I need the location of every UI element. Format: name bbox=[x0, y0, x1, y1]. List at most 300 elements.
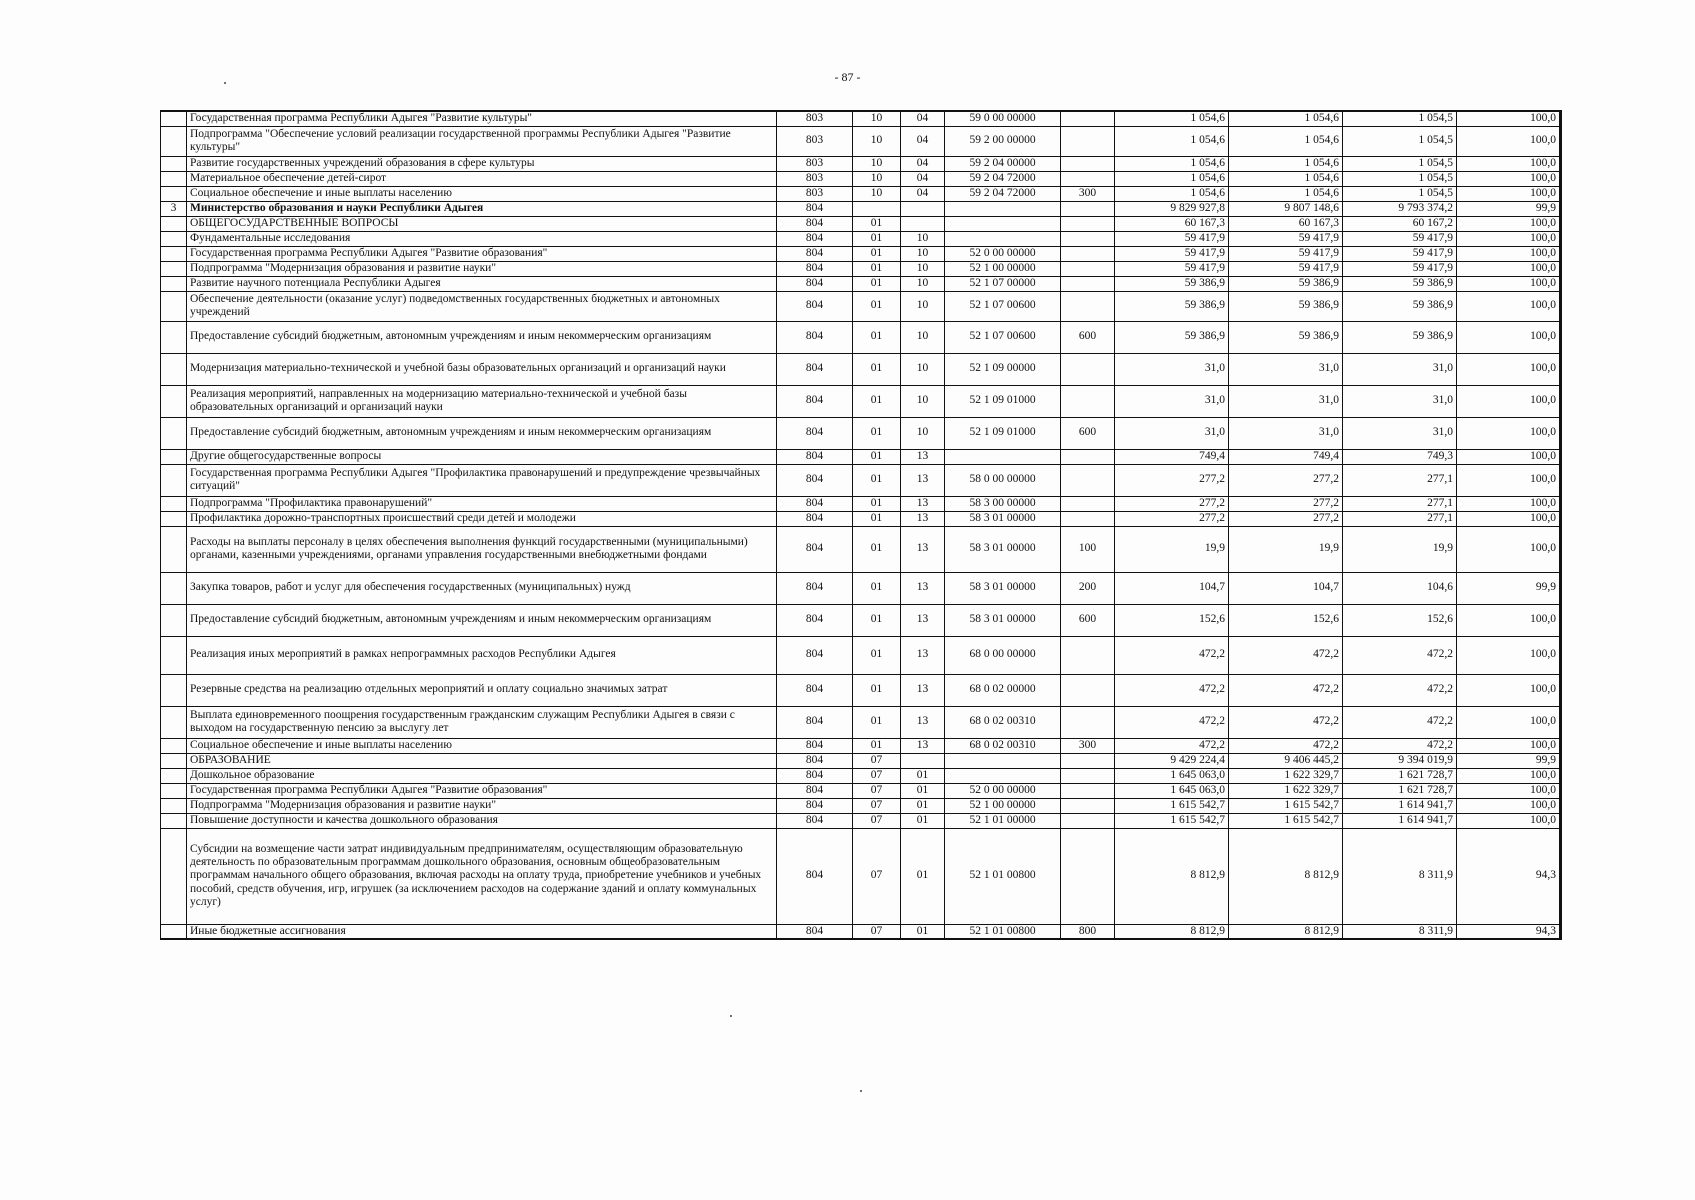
percent-executed-cell: 94,3 bbox=[1457, 828, 1561, 924]
percent-executed-cell: 100,0 bbox=[1457, 798, 1561, 813]
table-row bbox=[161, 201, 1561, 216]
subsection-code-cell: 13 bbox=[901, 604, 945, 636]
expense-type-cell bbox=[1061, 201, 1115, 216]
amount-executed-cell: 1 614 941,7 bbox=[1343, 798, 1457, 813]
ved-code-cell: 803 bbox=[777, 171, 853, 186]
target-article-cell: 58 3 00 00000 bbox=[945, 496, 1061, 511]
row-name-cell: Подпрограмма "Модернизация образования и развитие науки" bbox=[187, 798, 777, 813]
ved-code-cell: 804 bbox=[777, 674, 853, 706]
expense-type-cell bbox=[1061, 246, 1115, 261]
row-number-cell bbox=[161, 276, 187, 291]
ved-code-cell: 804 bbox=[777, 511, 853, 526]
ved-code-cell: 803 bbox=[777, 111, 853, 126]
amount-plan-cell: 472,2 bbox=[1229, 636, 1343, 674]
amount-approved-cell: 59 386,9 bbox=[1115, 291, 1229, 321]
subsection-code-cell: 10 bbox=[901, 291, 945, 321]
row-name-cell: Выплата единовременного поощрения государственным гражданским служащим Республики Адыгея в связи с выходом на государственную пенсию за выслугу лет bbox=[187, 706, 777, 738]
row-name-cell: ОБРАЗОВАНИЕ bbox=[187, 753, 777, 768]
table-row bbox=[161, 246, 1561, 261]
expense-type-cell bbox=[1061, 353, 1115, 385]
row-name-cell: Субсидии на возмещение части затрат индивидуальным предпринимателям, осуществляющим образовательную деятельность по образовательным программам дошкольного образования, основным общеобразовательным программам начального общего образования, включая расходы на оплату труда, приобретение учебников и учебных пособий, средств обучения, игр, игрушек (за исключением расходов на содержание зданий и оплату коммунальных услуг) bbox=[187, 828, 777, 924]
row-number-cell bbox=[161, 449, 187, 464]
amount-approved-cell: 1 645 063,0 bbox=[1115, 783, 1229, 798]
table-row bbox=[161, 464, 1561, 496]
subsection-code-cell: 10 bbox=[901, 246, 945, 261]
percent-executed-cell: 100,0 bbox=[1457, 126, 1561, 156]
amount-plan-cell: 9 807 148,6 bbox=[1229, 201, 1343, 216]
amount-executed-cell: 1 621 728,7 bbox=[1343, 768, 1457, 783]
row-number-cell: 3 bbox=[161, 201, 187, 216]
subsection-code-cell: 10 bbox=[901, 353, 945, 385]
section-code-cell: 01 bbox=[853, 291, 901, 321]
row-number-cell bbox=[161, 186, 187, 201]
amount-approved-cell: 1 054,6 bbox=[1115, 186, 1229, 201]
subsection-code-cell: 13 bbox=[901, 496, 945, 511]
expense-type-cell bbox=[1061, 385, 1115, 417]
amount-plan-cell: 1 615 542,7 bbox=[1229, 813, 1343, 828]
section-code-cell: 10 bbox=[853, 186, 901, 201]
row-number-cell bbox=[161, 636, 187, 674]
amount-approved-cell: 59 417,9 bbox=[1115, 246, 1229, 261]
amount-plan-cell: 472,2 bbox=[1229, 738, 1343, 753]
amount-plan-cell: 59 417,9 bbox=[1229, 261, 1343, 276]
expense-type-cell: 300 bbox=[1061, 186, 1115, 201]
amount-executed-cell: 277,1 bbox=[1343, 511, 1457, 526]
row-number-cell bbox=[161, 246, 187, 261]
amount-plan-cell: 1 054,6 bbox=[1229, 126, 1343, 156]
expense-type-cell bbox=[1061, 261, 1115, 276]
expense-type-cell bbox=[1061, 674, 1115, 706]
row-name-cell: Предоставление субсидий бюджетным, автономным учреждениям и иным некоммерческим организациям bbox=[187, 321, 777, 353]
target-article-cell: 68 0 02 00310 bbox=[945, 706, 1061, 738]
table-row bbox=[161, 636, 1561, 674]
ved-code-cell: 804 bbox=[777, 464, 853, 496]
row-number-cell bbox=[161, 321, 187, 353]
row-number-cell bbox=[161, 674, 187, 706]
amount-executed-cell: 59 386,9 bbox=[1343, 321, 1457, 353]
target-article-cell: 52 0 00 00000 bbox=[945, 783, 1061, 798]
amount-executed-cell: 1 054,5 bbox=[1343, 126, 1457, 156]
row-number-cell bbox=[161, 291, 187, 321]
row-number-cell bbox=[161, 231, 187, 246]
amount-approved-cell: 1 054,6 bbox=[1115, 111, 1229, 126]
row-number-cell bbox=[161, 261, 187, 276]
table-row bbox=[161, 526, 1561, 572]
subsection-code-cell: 01 bbox=[901, 828, 945, 924]
amount-executed-cell: 8 311,9 bbox=[1343, 828, 1457, 924]
amount-approved-cell: 472,2 bbox=[1115, 738, 1229, 753]
amount-approved-cell: 1 054,6 bbox=[1115, 171, 1229, 186]
row-name-cell: Подпрограмма "Обеспечение условий реализации государственной программы Республики Адыгея "Развитие культуры" bbox=[187, 126, 777, 156]
amount-executed-cell: 749,3 bbox=[1343, 449, 1457, 464]
table-row bbox=[161, 261, 1561, 276]
ved-code-cell: 804 bbox=[777, 706, 853, 738]
target-article-cell bbox=[945, 216, 1061, 231]
amount-executed-cell: 104,6 bbox=[1343, 572, 1457, 604]
table-row bbox=[161, 449, 1561, 464]
amount-plan-cell: 31,0 bbox=[1229, 353, 1343, 385]
amount-approved-cell: 152,6 bbox=[1115, 604, 1229, 636]
percent-executed-cell: 100,0 bbox=[1457, 706, 1561, 738]
amount-executed-cell: 1 054,5 bbox=[1343, 171, 1457, 186]
section-code-cell: 01 bbox=[853, 511, 901, 526]
ved-code-cell: 804 bbox=[777, 753, 853, 768]
section-code-cell: 01 bbox=[853, 738, 901, 753]
section-code-cell: 10 bbox=[853, 156, 901, 171]
target-article-cell: 52 1 00 00000 bbox=[945, 798, 1061, 813]
row-number-cell bbox=[161, 353, 187, 385]
percent-executed-cell: 100,0 bbox=[1457, 783, 1561, 798]
row-number-cell bbox=[161, 924, 187, 939]
expense-type-cell bbox=[1061, 828, 1115, 924]
amount-approved-cell: 749,4 bbox=[1115, 449, 1229, 464]
percent-executed-cell: 99,9 bbox=[1457, 572, 1561, 604]
target-article-cell bbox=[945, 201, 1061, 216]
row-name-cell: Материальное обеспечение детей-сирот bbox=[187, 171, 777, 186]
amount-executed-cell: 60 167,2 bbox=[1343, 216, 1457, 231]
expense-type-cell bbox=[1061, 156, 1115, 171]
amount-plan-cell: 1 054,6 bbox=[1229, 171, 1343, 186]
amount-approved-cell: 31,0 bbox=[1115, 353, 1229, 385]
percent-executed-cell: 100,0 bbox=[1457, 768, 1561, 783]
subsection-code-cell: 01 bbox=[901, 813, 945, 828]
amount-approved-cell: 472,2 bbox=[1115, 706, 1229, 738]
percent-executed-cell: 100,0 bbox=[1457, 636, 1561, 674]
ved-code-cell: 804 bbox=[777, 216, 853, 231]
ved-code-cell: 804 bbox=[777, 291, 853, 321]
row-number-cell bbox=[161, 813, 187, 828]
target-article-cell: 58 3 01 00000 bbox=[945, 572, 1061, 604]
row-name-cell: Развитие государственных учреждений образования в сфере культуры bbox=[187, 156, 777, 171]
subsection-code-cell bbox=[901, 201, 945, 216]
amount-approved-cell: 19,9 bbox=[1115, 526, 1229, 572]
amount-approved-cell: 9 829 927,8 bbox=[1115, 201, 1229, 216]
ved-code-cell: 804 bbox=[777, 261, 853, 276]
amount-executed-cell: 1 054,5 bbox=[1343, 156, 1457, 171]
amount-executed-cell: 1 621 728,7 bbox=[1343, 783, 1457, 798]
expense-type-cell: 100 bbox=[1061, 526, 1115, 572]
amount-executed-cell: 152,6 bbox=[1343, 604, 1457, 636]
ved-code-cell: 804 bbox=[777, 828, 853, 924]
row-name-cell: Закупка товаров, работ и услуг для обеспечения государственных (муниципальных) нужд bbox=[187, 572, 777, 604]
percent-executed-cell: 100,0 bbox=[1457, 291, 1561, 321]
section-code-cell: 01 bbox=[853, 706, 901, 738]
percent-executed-cell: 100,0 bbox=[1457, 276, 1561, 291]
target-article-cell: 52 1 07 00600 bbox=[945, 321, 1061, 353]
row-name-cell: Предоставление субсидий бюджетным, автономным учреждениям и иным некоммерческим организациям bbox=[187, 604, 777, 636]
table-row bbox=[161, 768, 1561, 783]
percent-executed-cell: 100,0 bbox=[1457, 156, 1561, 171]
percent-executed-cell: 100,0 bbox=[1457, 417, 1561, 449]
expense-type-cell bbox=[1061, 449, 1115, 464]
table-row bbox=[161, 813, 1561, 828]
row-name-cell: Государственная программа Республики Адыгея "Профилактика правонарушений и предупреждение чрезвычайных ситуаций" bbox=[187, 464, 777, 496]
percent-executed-cell: 100,0 bbox=[1457, 321, 1561, 353]
row-name-cell: Государственная программа Республики Адыгея "Развитие образования" bbox=[187, 246, 777, 261]
table-row bbox=[161, 783, 1561, 798]
table-row bbox=[161, 738, 1561, 753]
table-row bbox=[161, 417, 1561, 449]
expense-type-cell bbox=[1061, 768, 1115, 783]
percent-executed-cell: 100,0 bbox=[1457, 353, 1561, 385]
target-article-cell: 52 1 09 01000 bbox=[945, 417, 1061, 449]
table-row bbox=[161, 753, 1561, 768]
row-name-cell: Обеспечение деятельности (оказание услуг) подведомственных государственных бюджетных и автономных учреждений bbox=[187, 291, 777, 321]
amount-plan-cell: 59 386,9 bbox=[1229, 276, 1343, 291]
ved-code-cell: 803 bbox=[777, 156, 853, 171]
table-row bbox=[161, 674, 1561, 706]
subsection-code-cell: 04 bbox=[901, 111, 945, 126]
subsection-code-cell: 13 bbox=[901, 449, 945, 464]
target-article-cell: 58 3 01 00000 bbox=[945, 604, 1061, 636]
percent-executed-cell: 100,0 bbox=[1457, 171, 1561, 186]
amount-approved-cell: 59 386,9 bbox=[1115, 321, 1229, 353]
amount-approved-cell: 31,0 bbox=[1115, 385, 1229, 417]
target-article-cell bbox=[945, 753, 1061, 768]
section-code-cell: 01 bbox=[853, 353, 901, 385]
row-name-cell: Социальное обеспечение и иные выплаты населению bbox=[187, 738, 777, 753]
subsection-code-cell: 04 bbox=[901, 171, 945, 186]
target-article-cell: 52 1 00 00000 bbox=[945, 261, 1061, 276]
expense-type-cell bbox=[1061, 216, 1115, 231]
table-row bbox=[161, 572, 1561, 604]
ved-code-cell: 804 bbox=[777, 276, 853, 291]
target-article-cell: 59 2 00 00000 bbox=[945, 126, 1061, 156]
amount-approved-cell: 1 615 542,7 bbox=[1115, 798, 1229, 813]
percent-executed-cell: 100,0 bbox=[1457, 464, 1561, 496]
amount-executed-cell: 277,1 bbox=[1343, 464, 1457, 496]
table-row bbox=[161, 798, 1561, 813]
amount-approved-cell: 59 417,9 bbox=[1115, 231, 1229, 246]
target-article-cell: 68 0 02 00310 bbox=[945, 738, 1061, 753]
row-number-cell bbox=[161, 783, 187, 798]
target-article-cell: 59 2 04 72000 bbox=[945, 171, 1061, 186]
amount-executed-cell: 9 793 374,2 bbox=[1343, 201, 1457, 216]
section-code-cell: 01 bbox=[853, 604, 901, 636]
ved-code-cell: 803 bbox=[777, 126, 853, 156]
table-row bbox=[161, 385, 1561, 417]
target-article-cell: 52 1 07 00600 bbox=[945, 291, 1061, 321]
expense-type-cell: 200 bbox=[1061, 572, 1115, 604]
amount-plan-cell: 104,7 bbox=[1229, 572, 1343, 604]
table-row bbox=[161, 321, 1561, 353]
percent-executed-cell: 100,0 bbox=[1457, 449, 1561, 464]
expense-type-cell bbox=[1061, 753, 1115, 768]
subsection-code-cell: 10 bbox=[901, 417, 945, 449]
expense-type-cell: 600 bbox=[1061, 417, 1115, 449]
amount-plan-cell: 59 386,9 bbox=[1229, 321, 1343, 353]
amount-approved-cell: 1 054,6 bbox=[1115, 156, 1229, 171]
amount-plan-cell: 8 812,9 bbox=[1229, 924, 1343, 939]
table-row bbox=[161, 924, 1561, 939]
table-row bbox=[161, 231, 1561, 246]
section-code-cell: 10 bbox=[853, 111, 901, 126]
amount-approved-cell: 59 417,9 bbox=[1115, 261, 1229, 276]
section-code-cell: 07 bbox=[853, 783, 901, 798]
row-name-cell: Подпрограмма "Модернизация образования и развитие науки" bbox=[187, 261, 777, 276]
row-number-cell bbox=[161, 464, 187, 496]
amount-approved-cell: 1 615 542,7 bbox=[1115, 813, 1229, 828]
section-code-cell: 01 bbox=[853, 496, 901, 511]
subsection-code-cell: 01 bbox=[901, 798, 945, 813]
row-name-cell: Предоставление субсидий бюджетным, автономным учреждениям и иным некоммерческим организациям bbox=[187, 417, 777, 449]
subsection-code-cell: 10 bbox=[901, 276, 945, 291]
scan-speck bbox=[224, 82, 226, 84]
amount-plan-cell: 472,2 bbox=[1229, 674, 1343, 706]
amount-executed-cell: 31,0 bbox=[1343, 353, 1457, 385]
row-number-cell bbox=[161, 111, 187, 126]
row-name-cell: Реализация мероприятий, направленных на модернизацию материально-технической и учебной базы образовательных организаций и организаций науки bbox=[187, 385, 777, 417]
row-name-cell: Министерство образования и науки Республики Адыгея bbox=[187, 201, 777, 216]
percent-executed-cell: 100,0 bbox=[1457, 496, 1561, 511]
ved-code-cell: 804 bbox=[777, 496, 853, 511]
subsection-code-cell: 01 bbox=[901, 924, 945, 939]
amount-approved-cell: 1 054,6 bbox=[1115, 126, 1229, 156]
subsection-code-cell: 13 bbox=[901, 464, 945, 496]
target-article-cell: 52 1 09 01000 bbox=[945, 385, 1061, 417]
target-article-cell: 59 2 04 00000 bbox=[945, 156, 1061, 171]
ved-code-cell: 804 bbox=[777, 572, 853, 604]
amount-plan-cell: 9 406 445,2 bbox=[1229, 753, 1343, 768]
amount-approved-cell: 472,2 bbox=[1115, 674, 1229, 706]
budget-table-body bbox=[161, 111, 1561, 939]
expense-type-cell bbox=[1061, 783, 1115, 798]
section-code-cell: 07 bbox=[853, 924, 901, 939]
amount-plan-cell: 1 054,6 bbox=[1229, 156, 1343, 171]
ved-code-cell: 803 bbox=[777, 186, 853, 201]
amount-plan-cell: 59 386,9 bbox=[1229, 291, 1343, 321]
table-row bbox=[161, 496, 1561, 511]
amount-plan-cell: 1 622 329,7 bbox=[1229, 768, 1343, 783]
row-name-cell: Резервные средства на реализацию отдельных мероприятий и оплату социально значимых затрат bbox=[187, 674, 777, 706]
section-code-cell: 01 bbox=[853, 674, 901, 706]
amount-plan-cell: 31,0 bbox=[1229, 385, 1343, 417]
amount-plan-cell: 472,2 bbox=[1229, 706, 1343, 738]
row-name-cell: Профилактика дорожно-транспортных происшествий среди детей и молодежи bbox=[187, 511, 777, 526]
amount-executed-cell: 19,9 bbox=[1343, 526, 1457, 572]
percent-executed-cell: 100,0 bbox=[1457, 738, 1561, 753]
ved-code-cell: 804 bbox=[777, 417, 853, 449]
expense-type-cell: 600 bbox=[1061, 321, 1115, 353]
section-code-cell: 10 bbox=[853, 171, 901, 186]
amount-plan-cell: 31,0 bbox=[1229, 417, 1343, 449]
target-article-cell bbox=[945, 449, 1061, 464]
amount-plan-cell: 277,2 bbox=[1229, 511, 1343, 526]
ved-code-cell: 804 bbox=[777, 321, 853, 353]
amount-executed-cell: 472,2 bbox=[1343, 738, 1457, 753]
amount-executed-cell: 1 614 941,7 bbox=[1343, 813, 1457, 828]
amount-executed-cell: 59 386,9 bbox=[1343, 291, 1457, 321]
table-row bbox=[161, 216, 1561, 231]
table-row bbox=[161, 156, 1561, 171]
row-name-cell: Расходы на выплаты персоналу в целях обеспечения выполнения функций государственными (муниципальными) органами, казенными учреждениями, органами управления государственными внебюджетными фондами bbox=[187, 526, 777, 572]
target-article-cell: 68 0 02 00000 bbox=[945, 674, 1061, 706]
amount-plan-cell: 749,4 bbox=[1229, 449, 1343, 464]
expense-type-cell bbox=[1061, 464, 1115, 496]
percent-executed-cell: 100,0 bbox=[1457, 261, 1561, 276]
subsection-code-cell: 10 bbox=[901, 385, 945, 417]
row-number-cell bbox=[161, 753, 187, 768]
row-name-cell: ОБЩЕГОСУДАРСТВЕННЫЕ ВОПРОСЫ bbox=[187, 216, 777, 231]
subsection-code-cell: 13 bbox=[901, 526, 945, 572]
target-article-cell: 58 0 00 00000 bbox=[945, 464, 1061, 496]
amount-approved-cell: 277,2 bbox=[1115, 496, 1229, 511]
percent-executed-cell: 94,3 bbox=[1457, 924, 1561, 939]
expense-type-cell bbox=[1061, 511, 1115, 526]
section-code-cell: 07 bbox=[853, 798, 901, 813]
row-name-cell: Подпрограмма "Профилактика правонарушений" bbox=[187, 496, 777, 511]
amount-executed-cell: 59 417,9 bbox=[1343, 246, 1457, 261]
amount-plan-cell: 59 417,9 bbox=[1229, 246, 1343, 261]
page-number: - 87 - bbox=[834, 70, 861, 84]
percent-executed-cell: 100,0 bbox=[1457, 246, 1561, 261]
section-code-cell: 01 bbox=[853, 231, 901, 246]
section-code-cell: 01 bbox=[853, 449, 901, 464]
ved-code-cell: 804 bbox=[777, 636, 853, 674]
target-article-cell bbox=[945, 768, 1061, 783]
expense-type-cell: 600 bbox=[1061, 604, 1115, 636]
ved-code-cell: 804 bbox=[777, 783, 853, 798]
percent-executed-cell: 99,9 bbox=[1457, 753, 1561, 768]
section-code-cell bbox=[853, 201, 901, 216]
section-code-cell: 01 bbox=[853, 636, 901, 674]
amount-approved-cell: 31,0 bbox=[1115, 417, 1229, 449]
row-name-cell: Государственная программа Республики Адыгея "Развитие образования" bbox=[187, 783, 777, 798]
section-code-cell: 01 bbox=[853, 216, 901, 231]
amount-plan-cell: 19,9 bbox=[1229, 526, 1343, 572]
ved-code-cell: 804 bbox=[777, 201, 853, 216]
table-row bbox=[161, 126, 1561, 156]
subsection-code-cell: 01 bbox=[901, 783, 945, 798]
row-name-cell: Иные бюджетные ассигнования bbox=[187, 924, 777, 939]
percent-executed-cell: 100,0 bbox=[1457, 526, 1561, 572]
target-article-cell: 58 3 01 00000 bbox=[945, 511, 1061, 526]
subsection-code-cell: 13 bbox=[901, 706, 945, 738]
row-number-cell bbox=[161, 768, 187, 783]
section-code-cell: 01 bbox=[853, 417, 901, 449]
subsection-code-cell: 13 bbox=[901, 511, 945, 526]
percent-executed-cell: 100,0 bbox=[1457, 216, 1561, 231]
amount-plan-cell: 1 054,6 bbox=[1229, 186, 1343, 201]
amount-approved-cell: 59 386,9 bbox=[1115, 276, 1229, 291]
amount-executed-cell: 8 311,9 bbox=[1343, 924, 1457, 939]
row-number-cell bbox=[161, 126, 187, 156]
amount-executed-cell: 1 054,5 bbox=[1343, 111, 1457, 126]
expense-type-cell bbox=[1061, 706, 1115, 738]
row-number-cell bbox=[161, 496, 187, 511]
row-number-cell bbox=[161, 385, 187, 417]
percent-executed-cell: 100,0 bbox=[1457, 604, 1561, 636]
expense-type-cell: 800 bbox=[1061, 924, 1115, 939]
amount-approved-cell: 1 645 063,0 bbox=[1115, 768, 1229, 783]
target-article-cell: 59 2 04 72000 bbox=[945, 186, 1061, 201]
expense-type-cell: 300 bbox=[1061, 738, 1115, 753]
amount-approved-cell: 277,2 bbox=[1115, 511, 1229, 526]
subsection-code-cell: 13 bbox=[901, 572, 945, 604]
subsection-code-cell: 13 bbox=[901, 636, 945, 674]
percent-executed-cell: 100,0 bbox=[1457, 674, 1561, 706]
budget-table bbox=[160, 110, 1562, 940]
row-name-cell: Другие общегосударственные вопросы bbox=[187, 449, 777, 464]
amount-approved-cell: 9 429 224,4 bbox=[1115, 753, 1229, 768]
amount-executed-cell: 59 417,9 bbox=[1343, 261, 1457, 276]
amount-plan-cell: 60 167,3 bbox=[1229, 216, 1343, 231]
expense-type-cell bbox=[1061, 798, 1115, 813]
table-row bbox=[161, 511, 1561, 526]
amount-approved-cell: 8 812,9 bbox=[1115, 828, 1229, 924]
section-code-cell: 01 bbox=[853, 464, 901, 496]
amount-approved-cell: 8 812,9 bbox=[1115, 924, 1229, 939]
